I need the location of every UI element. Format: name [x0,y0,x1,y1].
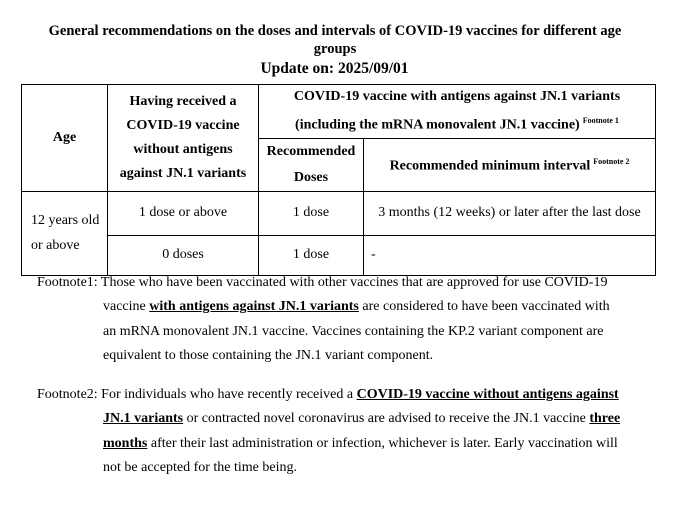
footnote-2-emphasis: months [103,435,148,451]
header-age-label: Age [52,129,77,145]
footnote-1-text: are considered to have been vaccinated with [358,299,610,315]
age-group-line: 12 years old [31,213,100,229]
footnote-1-emphasis: with antigens against JN.1 variants [149,299,359,315]
footnote-2-emphasis: JN.1 variants [103,411,184,427]
age-group-line: or above [31,238,80,254]
header-vaccination-history [108,85,259,192]
footnote-2 [37,383,641,480]
footnote-2-text: after their last administration or infection, whichever is later. Early vaccination will [147,435,618,451]
header-recommended-doses [259,138,364,191]
footnote-1-text: Those who have been vaccinated with other vaccines that are approved for use COVID-19 [97,275,608,290]
interval-header-label: Recommended minimum interval [389,158,591,174]
page-title: General recommendations on the doses and intervals of COVID-19 vaccines for different age groups [48,23,622,57]
footnote-1-marker: Footnote 1 [582,116,619,125]
header-jn1-vaccine-group [259,85,656,139]
header-minimum-interval [364,138,656,191]
group-header-line-2: (including the mRNA monovalent JN.1 vaccine) [295,117,580,133]
footnote-1-label: Footnote1: [37,275,98,290]
footnote-2-emphasis: three [589,411,621,427]
header-history-line: COVID-19 vaccine [126,117,240,133]
vaccine-recommendation-table [21,84,656,276]
header-history-line: against JN.1 variants [119,165,247,181]
footnote-2-text: not be accepted for the time being. [103,459,297,475]
interval-cell: 3 months (12 weeks) or later after the last dose [364,191,656,235]
footnote-1 [37,271,637,368]
history-cell: 1 dose or above [108,191,259,235]
age-group-cell [22,191,108,275]
doses-cell: 1 dose [259,235,364,275]
footnote-1-text: equivalent to those containing the JN.1 variant component. [103,347,434,363]
footnote-1-text: vaccine [103,299,150,315]
footnote-2-text: or contracted novel coronavirus are advised to receive the JN.1 vaccine [183,411,590,427]
header-history-line: without antigens [133,141,233,157]
footnote-2-label: Footnote2: [37,387,98,402]
footnote-2-text: For individuals who have recently received a [97,387,357,402]
history-cell: 0 doses [108,235,259,275]
header-history-line: Having received a [129,93,237,109]
doses-cell: 1 dose [259,191,364,235]
footnote-2-marker: Footnote 2 [593,157,630,167]
footnote-1-text: an mRNA monovalent JN.1 vaccine. Vaccines containing the KP.2 variant component are [103,323,604,339]
interval-cell: - [364,235,656,275]
group-header-line: COVID-19 vaccine with antigens against JN.1 variants [293,89,621,104]
footnote-2-emphasis: COVID-19 vaccine without antigens against [356,387,619,402]
header-age [22,85,108,192]
group-header-line [259,109,655,138]
doses-header-line: Doses [293,169,329,185]
update-date: Update on: 2025/09/01 [260,60,409,77]
doses-header-line: Recommended [266,143,356,159]
